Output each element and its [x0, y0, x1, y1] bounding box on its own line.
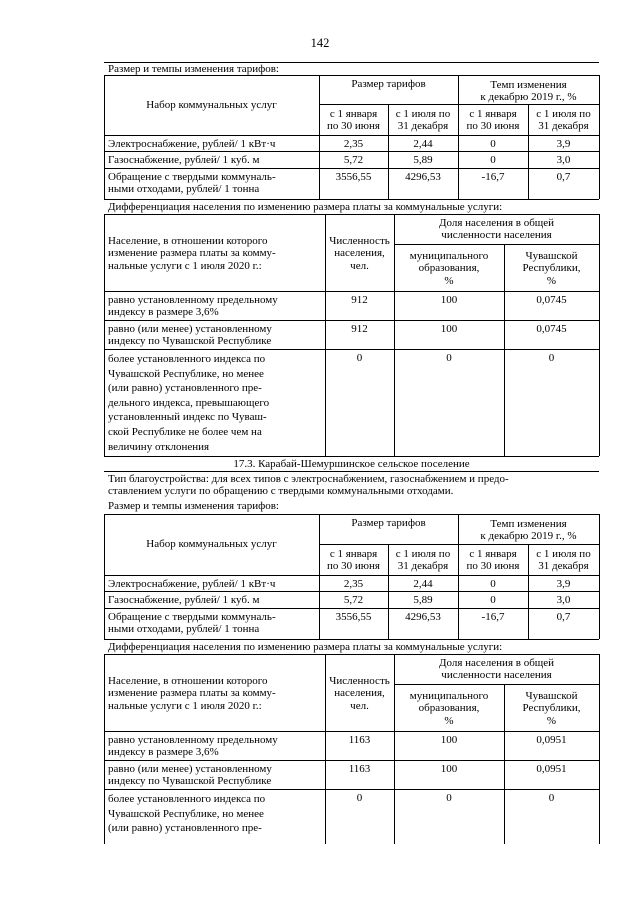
value-cell: 912: [351, 323, 368, 335]
value-cell: 3,0: [556, 594, 571, 606]
value-cell: 0,0951: [536, 734, 567, 746]
diff-population-header: Население, в отношении которого изменение размера платы за комму- нальные услуги с 1 июля 2020 г.:: [108, 675, 276, 712]
diff-municipal-header: муниципального образования, %: [409, 250, 489, 287]
diff-row-label-equal: равно установленному предельному индексу в размере 3,6%: [108, 294, 278, 319]
diff-count-header: Численность населения, чел.: [329, 675, 390, 712]
diff-row-label-less: равно (или менее) установленному индексу по Чувашской Республике: [108, 323, 272, 348]
tariff-rate-header: Темп изменения к декабрю 2019 г., %: [480, 79, 577, 104]
value-cell: 100: [440, 734, 458, 746]
diff-row-label-equal: равно установленному предельному индексу в размере 3,6%: [108, 734, 278, 759]
row-label-gas: Газоснабжение, рублей/ 1 куб. м: [108, 594, 260, 606]
value-cell: 0: [490, 138, 496, 150]
value-cell: 0,7: [556, 611, 571, 623]
tariff-size-header: Размер тарифов: [351, 78, 426, 90]
diff-population-header: Население, в отношении которого изменение размера платы за комму- нальные услуги с 1 июля 2020 г.:: [108, 235, 276, 272]
value-cell: 100: [440, 323, 458, 335]
tariff-services-header: Набор коммунальных услуг: [146, 98, 277, 111]
diff-row-label-more: более установленного индекса по Чувашской Республике, но менее (или равно) установленного пре- дельного индекса, превышающего установленный индекс по Чуваш- ской Республике не более чем на величину отклонения: [108, 353, 270, 453]
value-cell: 5,89: [413, 154, 433, 166]
value-cell: 0: [490, 594, 496, 606]
row-label-gas: Газоснабжение, рублей/ 1 куб. м: [108, 154, 260, 166]
diff-share-header: Доля населения в общей численности населения: [438, 657, 555, 682]
diff-caption: Дифференциация населения по изменению размера платы за коммунальные услуги:: [108, 201, 503, 213]
diff-municipal-header: муниципального образования, %: [409, 690, 489, 727]
subheader-jul: с 1 июля по 31 декабря: [536, 108, 591, 133]
value-cell: 5,89: [413, 594, 433, 606]
subheader-jan: с 1 января по 30 июня: [466, 108, 520, 133]
value-cell: 0: [490, 578, 496, 590]
value-cell: 1163: [348, 763, 371, 775]
value-cell: 0,0951: [536, 763, 567, 775]
value-cell: 0: [356, 792, 363, 804]
section-heading: 17.3. Карабай-Шемуршинское сельское поселение: [233, 458, 470, 470]
diff-count-header: Численность населения, чел.: [329, 235, 390, 272]
diff-republic-header: Чувашской Республики, %: [522, 690, 581, 727]
row-label-waste: Обращение с твердыми коммуналь- ными отходами, рублей/ 1 тонна: [108, 171, 276, 196]
value-cell: -16,7: [481, 171, 505, 183]
value-cell: 2,44: [413, 138, 433, 150]
value-cell: 0: [446, 352, 452, 364]
value-cell: 3556,55: [335, 611, 372, 623]
value-cell: -16,7: [481, 611, 505, 623]
value-cell: 0: [548, 792, 555, 804]
value-cell: 3556,55: [335, 171, 372, 183]
subheader-jan: с 1 января по 30 июня: [466, 548, 520, 573]
value-cell: 5,72: [343, 154, 364, 166]
diff-row-label-less: равно (или менее) установленному индексу по Чувашской Республике: [108, 763, 272, 788]
value-cell: 0,0745: [536, 323, 567, 335]
row-label-electricity: Электроснабжение, рублей/ 1 кВт·ч: [108, 578, 276, 590]
value-cell: 2,35: [343, 578, 364, 590]
subheader-jul: с 1 июля по 31 декабря: [395, 548, 451, 573]
value-cell: 4296,53: [405, 171, 441, 183]
value-cell: 3,9: [556, 578, 571, 590]
value-cell: 912: [351, 294, 368, 306]
value-cell: 0,0745: [536, 294, 567, 306]
diff-row-label-more: более установленного индекса по Чувашской Республике, но менее (или равно) установленного пре-: [108, 793, 266, 835]
row-label-waste: Обращение с твердыми коммуналь- ными отходами, рублей/ 1 тонна: [108, 611, 276, 636]
tariff-caption: Размер и темпы изменения тарифов:: [108, 500, 279, 512]
tariff-rate-header: Темп изменения к декабрю 2019 г., %: [480, 518, 577, 543]
diff-republic-header: Чувашской Республики, %: [522, 250, 581, 287]
value-cell: 3,0: [556, 154, 571, 166]
subheader-jul: с 1 июля по 31 декабря: [536, 548, 591, 573]
value-cell: 2,35: [343, 138, 364, 150]
value-cell: 0: [356, 352, 363, 364]
diff-caption: Дифференциация населения по изменению размера платы за коммунальные услуги:: [108, 641, 503, 653]
value-cell: 100: [440, 294, 458, 306]
value-cell: 1163: [348, 734, 371, 746]
row-label-electricity: Электроснабжение, рублей/ 1 кВт·ч: [108, 138, 276, 150]
value-cell: 0,7: [556, 171, 571, 183]
value-cell: 0: [490, 154, 496, 166]
value-cell: 0: [548, 352, 555, 364]
value-cell: 5,72: [343, 594, 364, 606]
subheader-jan: с 1 января по 30 июня: [327, 108, 380, 133]
subheader-jan: с 1 января по 30 июня: [327, 548, 380, 573]
tariff-services-header: Набор коммунальных услуг: [146, 538, 277, 551]
page-number: 142: [310, 36, 330, 50]
tariff-caption: Размер и темпы изменения тарифов:: [108, 63, 279, 75]
amenity-type-text: Тип благоустройства: для всех типов с электроснабжением, газоснабжением и предо- ставлением услуги по обращению с твердыми коммунальными отходами.: [108, 473, 509, 498]
diff-share-header: Доля населения в общей численности населения: [438, 217, 555, 242]
value-cell: 4296,53: [405, 611, 441, 623]
value-cell: 2,44: [413, 578, 433, 590]
subheader-jul: с 1 июля по 31 декабря: [395, 108, 451, 133]
value-cell: 3,9: [556, 138, 571, 150]
tariff-size-header: Размер тарифов: [351, 517, 426, 529]
value-cell: 0: [446, 792, 452, 804]
value-cell: 100: [440, 763, 458, 775]
